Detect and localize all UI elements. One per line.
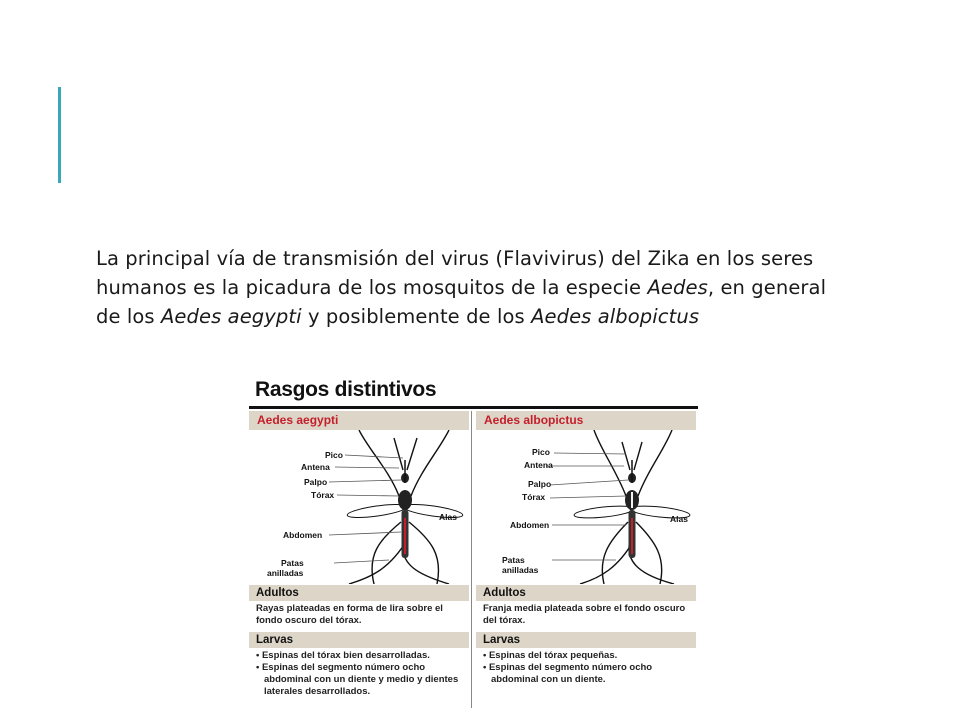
albopictus-larvae-item: • Espinas del segmento número ocho abdominal con un diente. <box>483 662 693 686</box>
albopictus-label-anilladas: anilladas <box>502 565 539 575</box>
paragraph-italic-3: Aedes albopictus <box>531 305 700 328</box>
paragraph-italic-1: Aedes <box>647 276 708 299</box>
albopictus-label-abdomen: Abdomen <box>510 520 550 530</box>
albopictus-header: Aedes albopictus <box>476 411 696 430</box>
albopictus-adults-header: Adultos <box>476 585 696 601</box>
albopictus-larvae-item: • Espinas del tórax pequeñas. <box>483 650 693 662</box>
albopictus-adults-text: Franja media plateada sobre el fondo oscuro del tórax. <box>483 603 686 626</box>
albopictus-label-antena: Antena <box>524 460 553 470</box>
aegypti-header: Aedes aegypti <box>249 411 469 430</box>
aegypti-label-antena: Antena <box>301 462 330 472</box>
paragraph-part-1: La principal vía de transmisión del virus (Flavivirus) del Zika en los seres humanos es la picadura de los mosquitos de la especie <box>96 247 814 299</box>
aegypti-mosquito-illustration <box>249 430 469 584</box>
albopictus-label-pico: Pico <box>532 447 550 457</box>
aegypti-column <box>249 411 469 708</box>
albopictus-label-alas: Alas <box>670 514 688 524</box>
aegypti-adults-text: Rayas plateadas en forma de lira sobre el fondo oscuro del tórax. <box>256 603 443 626</box>
paragraph-part-2: , en general de los <box>96 276 827 328</box>
albopictus-label-patas: Patas <box>502 555 525 565</box>
aegypti-label-patas: Patas <box>281 558 304 568</box>
aegypti-label-palpo: Palpo <box>304 477 328 487</box>
accent-bar <box>58 87 61 183</box>
mosquito-infographic <box>249 376 698 708</box>
aegypti-label-anilladas: anilladas <box>267 568 304 578</box>
paragraph-italic-2: Aedes aegypti <box>160 305 302 328</box>
albopictus-larvae-header: Larvas <box>476 632 696 648</box>
aegypti-larvae-list <box>256 650 466 698</box>
aegypti-label-torax: Tórax <box>311 490 335 500</box>
aegypti-label-pico: Pico <box>325 450 343 460</box>
aegypti-larvae-item: • Espinas del tórax bien desarrolladas. <box>256 650 466 662</box>
infographic-title: Rasgos distintivos <box>255 378 437 401</box>
albopictus-label-torax: Tórax <box>522 492 546 502</box>
column-divider <box>471 411 472 708</box>
title-rule <box>249 406 698 409</box>
albopictus-mosquito-illustration <box>476 430 696 584</box>
albopictus-label-palpo: Palpo <box>528 479 552 489</box>
aegypti-label-abdomen: Abdomen <box>283 530 323 540</box>
aegypti-label-alas: Alas <box>439 512 457 522</box>
albopictus-column <box>476 411 696 708</box>
aegypti-larvae-item: • Espinas del segmento número ocho abdominal con un diente y medio y dientes laterales desarrollados. <box>256 662 466 698</box>
paragraph-part-3: y posiblemente de los <box>301 305 532 328</box>
aegypti-adults-header: Adultos <box>249 585 469 601</box>
aegypti-larvae-header: Larvas <box>249 632 469 648</box>
albopictus-larvae-list <box>483 650 693 686</box>
body-paragraph <box>96 244 836 331</box>
